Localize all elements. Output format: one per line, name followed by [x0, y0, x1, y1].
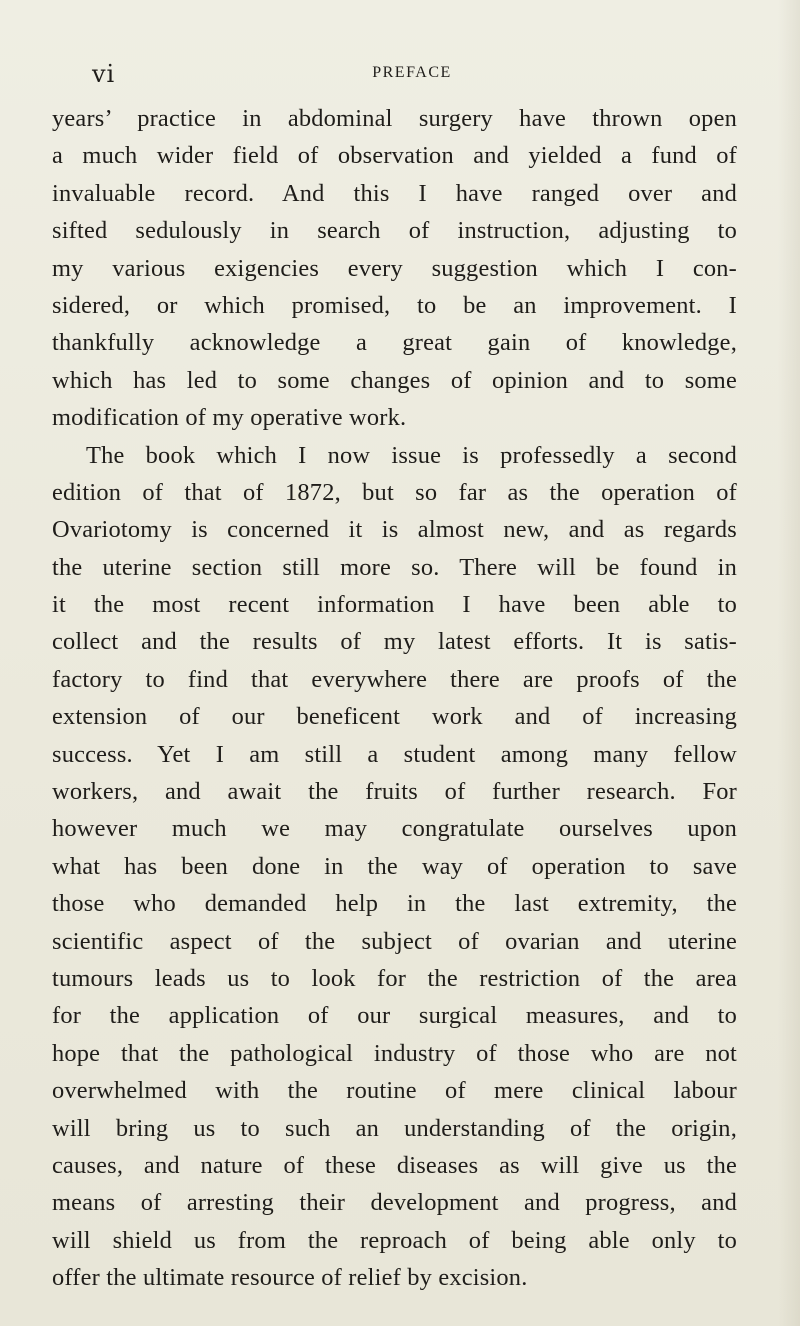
- page-header: [92, 60, 732, 90]
- text-line: offer the ultimate resource of relief by excision.: [52, 1264, 528, 1292]
- text-line: years’ practice in abdominal surgery have thrown open: [52, 105, 737, 132]
- text-line: collect and the results of my latest efforts. It is satis-: [52, 628, 737, 656]
- text-line: extension of our beneficent work and of increasing: [52, 703, 737, 731]
- text-line: a much wider field of observation and yielded a fund of: [52, 142, 737, 170]
- text-line: what has been done in the way of operation to save: [52, 852, 737, 880]
- text-line: those who demanded help in the last extremity, the: [52, 890, 737, 918]
- text-line: workers, and await the fruits of further research. For: [52, 778, 737, 806]
- text-line: success. Yet I am still a student among many fellow: [52, 740, 737, 768]
- text-line: will shield us from the reproach of being able only to: [52, 1226, 737, 1254]
- text-line: edition of that of 1872, but so far as the operation of: [52, 478, 737, 506]
- page-number: vi: [92, 60, 116, 88]
- body-text: [52, 100, 737, 1297]
- running-title: PREFACE: [372, 64, 452, 81]
- text-line: tumours leads us to look for the restriction of the area: [52, 964, 737, 992]
- text-line: the uterine section still more so. There will be found in: [52, 553, 737, 581]
- text-line: invaluable record. And this I have ranged over and: [52, 179, 737, 207]
- text-line: modification of my operative work.: [52, 404, 407, 432]
- text-line: Ovariotomy is concerned it is almost new, and as regards: [52, 516, 737, 544]
- page-edge-shadow: [778, 0, 800, 1326]
- text-line: factory to find that everywhere there are proofs of the: [52, 665, 737, 693]
- text-line: it the most recent information I have been able to: [52, 591, 737, 619]
- text-line: scientific aspect of the subject of ovarian and uterine: [52, 927, 737, 955]
- text-line: means of arresting their development and progress, and: [52, 1189, 737, 1217]
- text-line: however much we may congratulate ourselves upon: [52, 815, 737, 843]
- text-line: my various exigencies every suggestion which I con-: [52, 254, 737, 282]
- text-line: overwhelmed with the routine of mere clinical labour: [52, 1077, 737, 1105]
- text-line: for the application of our surgical measures, and to: [52, 1002, 737, 1030]
- text-line: will bring us to such an understanding of the origin,: [52, 1114, 737, 1142]
- text-line: which has led to some changes of opinion and to some: [52, 366, 737, 394]
- text-line: The book which I now issue is professedly a second: [86, 441, 737, 469]
- text-line: thankfully acknowledge a great gain of knowledge,: [52, 329, 737, 357]
- text-line: sidered, or which promised, to be an improvement. I: [52, 291, 737, 319]
- text-line: sifted sedulously in search of instruction, adjusting to: [52, 217, 737, 245]
- text-line: hope that the pathological industry of those who are not: [52, 1039, 737, 1067]
- text-line: causes, and nature of these diseases as will give us the: [52, 1151, 737, 1179]
